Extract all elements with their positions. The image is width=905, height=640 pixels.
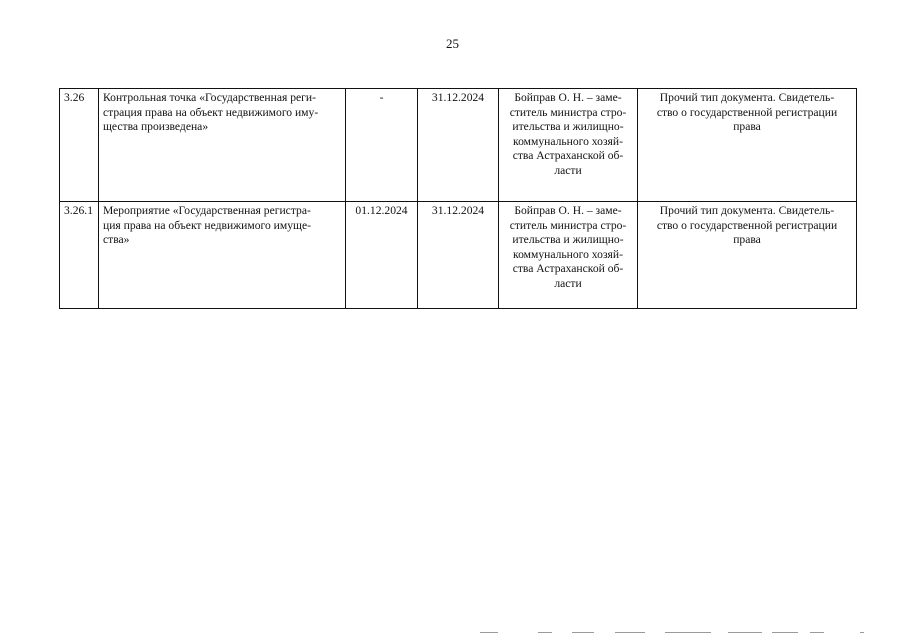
responsible-line: ительства и жилищно- <box>512 233 624 246</box>
responsible-line: ласти <box>554 163 582 177</box>
responsible-line: коммунального хозяй- <box>513 134 623 148</box>
responsible-line: ститель министра стро- <box>509 218 627 232</box>
document-line: права <box>733 233 761 246</box>
plan-table <box>59 88 857 309</box>
name-cell <box>99 89 346 202</box>
page-number: 25 <box>446 36 459 51</box>
document-line: Прочий тип документа. Свидетель- <box>659 91 835 104</box>
table-row <box>60 89 857 202</box>
document-cell <box>638 89 857 202</box>
name-line: страция права на объект недвижимого иму- <box>103 105 319 119</box>
name-line: Контрольная точка «Государственная реги- <box>103 91 316 104</box>
name-cell <box>99 202 346 309</box>
responsible-line: Бойправ О. Н. – заме- <box>514 91 622 104</box>
document-cell <box>638 202 857 309</box>
responsible-line: ститель министра стро- <box>509 105 627 119</box>
document-line: ство о государственной регистрации <box>656 105 838 119</box>
responsible-line: ства Астраханской об- <box>512 149 624 162</box>
end-date-cell: 31.12.2024 <box>418 202 499 309</box>
row-number-cell: 3.26.1 <box>60 202 99 309</box>
responsible-line: ства Астраханской об- <box>512 262 624 275</box>
row-number-cell: 3.26 <box>60 89 99 202</box>
start-date-cell: 01.12.2024 <box>346 202 418 309</box>
document-line: Прочий тип документа. Свидетель- <box>659 204 835 217</box>
name-line: ция права на объект недвижимого имуще- <box>103 218 311 232</box>
document-line: права <box>733 120 761 133</box>
responsible-line: Бойправ О. Н. – заме- <box>514 204 622 217</box>
name-line: щества произведена» <box>103 120 209 133</box>
name-line: ства» <box>103 233 130 246</box>
name-line: Мероприятие «Государственная регистра- <box>103 204 311 217</box>
scan-artifacts <box>480 632 900 635</box>
document-line: ство о государственной регистрации <box>656 218 838 232</box>
responsible-cell <box>499 89 638 202</box>
table-row <box>60 202 857 309</box>
end-date-cell: 31.12.2024 <box>418 89 499 202</box>
start-date-cell: - <box>346 89 418 202</box>
responsible-cell <box>499 202 638 309</box>
responsible-line: коммунального хозяй- <box>513 247 623 261</box>
responsible-line: ласти <box>554 276 582 290</box>
responsible-line: ительства и жилищно- <box>512 120 624 133</box>
